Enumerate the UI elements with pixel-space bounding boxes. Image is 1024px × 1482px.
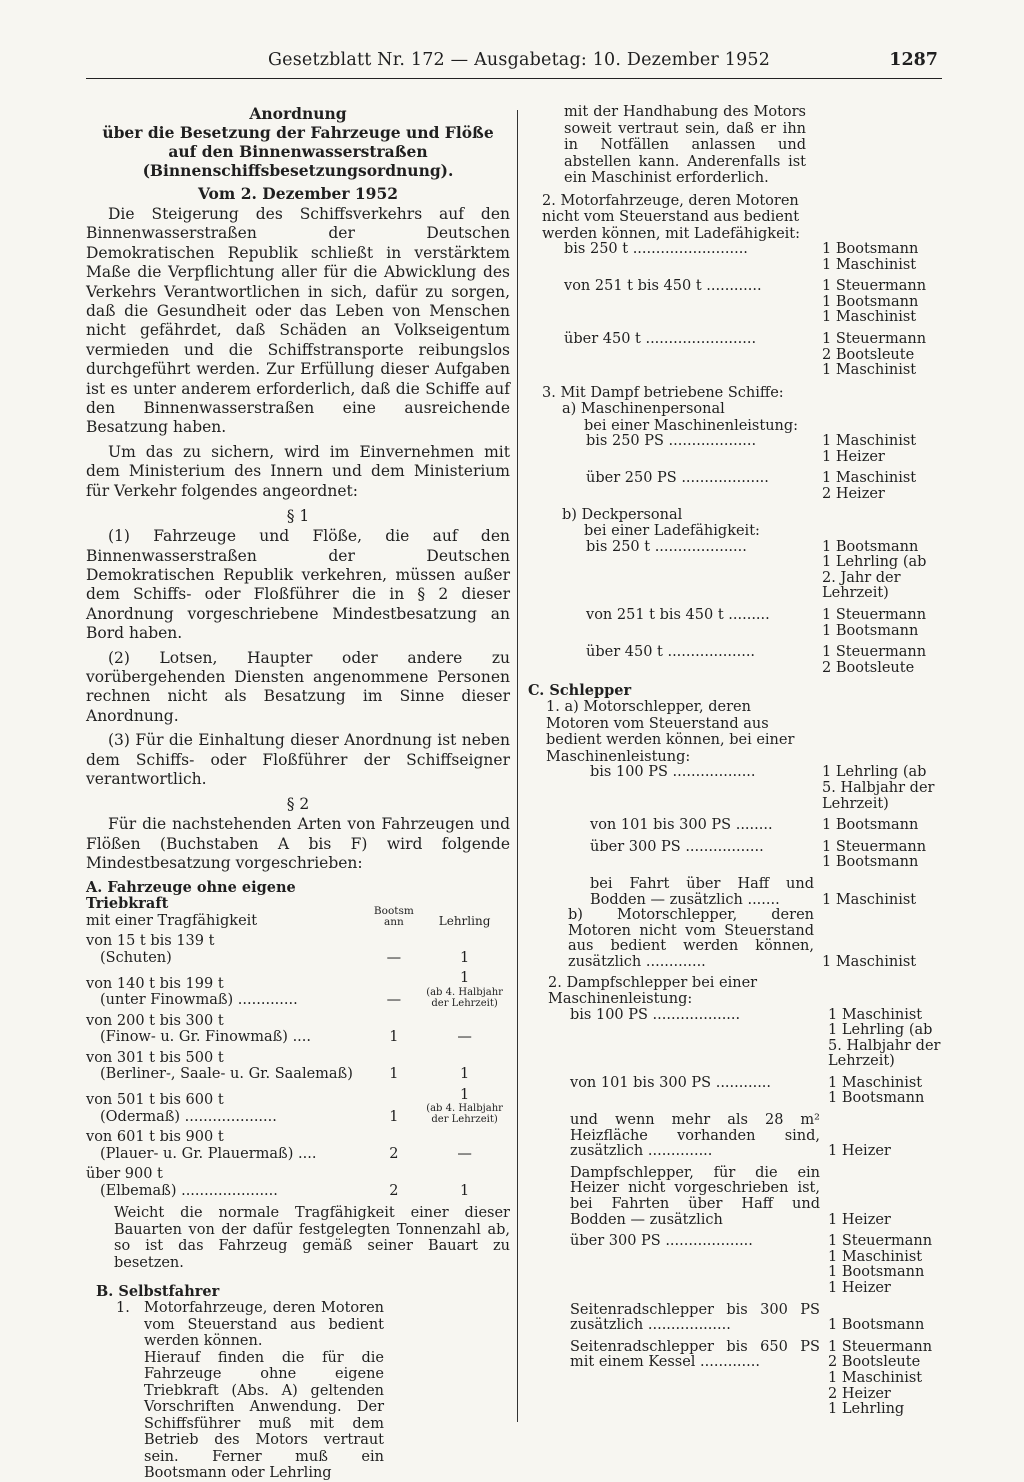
crew-entry: 1 Lehrling (ab xyxy=(822,764,927,781)
title-line: Anordnung xyxy=(249,104,347,123)
section-c-heading: C. Schlepper xyxy=(528,682,632,700)
crew-entry: 1 Maschinist xyxy=(822,953,917,970)
row-type: (Finow- u. Gr. Finowmaß) .... xyxy=(100,1029,312,1046)
header-rule xyxy=(86,78,942,79)
column-divider xyxy=(517,110,518,1422)
row-range: von 301 t bis 500 t xyxy=(86,1049,224,1066)
crew-row-label: Dampfschlepper, für die ein Heizer nicht vorgeschrieben ist, bei Fahrten über Haff und Bodden — zusätzlich xyxy=(570,1164,820,1228)
crew-row xyxy=(528,242,948,273)
row-type: (Plauer- u. Gr. Plauermaß) .... xyxy=(100,1145,317,1162)
section-heading: § 1 xyxy=(286,507,310,526)
column-header-lehrling: Lehrling xyxy=(438,913,491,928)
crew-entry: 1 Maschinist xyxy=(822,256,917,273)
title-line: auf den Binnenwasserstraßen xyxy=(168,142,428,161)
crew-row-label: bis 100 PS ................... xyxy=(570,1006,741,1023)
b3b-sub: bei einer Ladefähigkeit: xyxy=(584,523,760,540)
crew-entry: 2 Heizer xyxy=(828,1385,891,1402)
cell-lehrling: 1 xyxy=(459,970,470,987)
crew-entry: 1 Maschinist xyxy=(828,1074,923,1091)
crew-row xyxy=(528,471,948,502)
crew-row xyxy=(528,1340,948,1418)
preamble-paragraph: Die Steigerung des Schiffsverkehrs auf den Binnenwasserstraßen der Deutschen Demokratischen Republik schließt in verstärktem Maße die Verpflichtung aller für die Abwicklung des Verkehrs Verantwortlichen in sich, dafür zu sorgen, daß die Gesundheit oder das Leben von Menschen nicht gefährdet, daß Schäden an Volkseigentum vermieden und die Schiffstransporte reibungslos durchgeführt werden. Zur Erfüllung dieser Aufgaben ist es unter anderem erforderlich, daß die Schiffe auf den Binnenwasserstraßen eine ausreichende Besatzung haben. xyxy=(86,205,510,437)
crew-row-label: von 251 t bis 450 t ............ xyxy=(564,278,762,295)
crew-list xyxy=(814,877,948,908)
row-type: (Elbemaß) ..................... xyxy=(100,1182,278,1199)
crew-row xyxy=(528,818,948,834)
crew-row-label: von 101 bis 300 PS ........ xyxy=(590,817,773,834)
crew-list xyxy=(814,434,948,465)
table-row xyxy=(86,1125,510,1162)
crew-entry: 1 Maschinist xyxy=(828,1369,923,1386)
crew-entry: 1 Bootsmann xyxy=(828,1317,925,1334)
crew-list xyxy=(814,471,948,502)
crew-list xyxy=(820,1076,948,1107)
crew-row-label: von 101 bis 300 PS ............ xyxy=(570,1074,772,1091)
cell-lehrling: 1 xyxy=(459,1182,470,1199)
crew-entry: 1 Lehrling (ab xyxy=(828,1022,933,1039)
crew-entry: 1 Bootsmann xyxy=(822,538,919,555)
title-line: (Binnenschiffsbesetzungsordnung). xyxy=(142,161,454,180)
crew-entry: 1 Bootsmann xyxy=(822,622,919,639)
document-date: Vom 2. Dezember 1952 xyxy=(197,184,399,203)
row-range: von 15 t bis 139 t xyxy=(86,933,215,950)
cell-bootsmann: 1 xyxy=(389,1066,399,1083)
section-paragraph: (3) Für die Einhaltung dieser Anordnung ist neben dem Schiffs- oder Floßführer der Schiffseigner verantwortlich. xyxy=(86,731,510,788)
crew-entry: 2 Bootsleute xyxy=(828,1354,921,1371)
section-heading: § 2 xyxy=(286,795,310,814)
lehrling-note: (ab 4. Halbjahr der Lehrzeit) xyxy=(426,1103,503,1126)
b2-intro: 2. Motorfahrzeuge, deren Motoren nicht vom Steuerstand aus bedient werden können, mit Ladefähigkeit: xyxy=(542,192,801,242)
item-text: Motorfahrzeuge, deren Motoren vom Steuerstand aus bedient werden können. xyxy=(144,1300,384,1350)
crew-row-label: und wenn mehr als 28 m² Heizfläche vorhanden sind, zusätzlich .............. xyxy=(570,1112,820,1160)
section-paragraph: (2) Lotsen, Haupter oder andere zu vorübergehenden Diensten angenommene Personen rechnen nicht als Besatzung im Sinne dieser Anordnung. xyxy=(86,648,510,725)
c1a-list xyxy=(528,765,948,908)
crew-row xyxy=(528,540,948,602)
row-type: (Berliner-, Saale- u. Gr. Saalemaß) xyxy=(100,1066,353,1083)
cell-bootsmann: 2 xyxy=(389,1182,399,1199)
column-header-bootsmann: Bootsmann xyxy=(373,904,414,928)
crew-row-label: über 300 PS ................. xyxy=(590,838,764,855)
crew-row-label: über 300 PS ................... xyxy=(570,1233,753,1250)
crew-row xyxy=(528,645,948,676)
b3a-list xyxy=(528,434,948,502)
crew-entry: 1 Bootsmann xyxy=(828,1090,925,1107)
crew-entry: 2 Bootsleute xyxy=(822,659,915,676)
crew-row-label: über 450 t ........................ xyxy=(564,330,757,347)
b3-intro: 3. Mit Dampf betriebene Schiffe: xyxy=(542,384,784,401)
crew-row-label: Seitenradschlepper bis 650 PS mit einem Kessel ............. xyxy=(570,1338,820,1371)
crew-list xyxy=(814,765,948,812)
crew-row xyxy=(528,877,948,908)
b3a-sub: bei einer Maschinenleistung: xyxy=(584,417,799,434)
crew-row xyxy=(528,332,948,379)
section-a-subheading: mit einer Tragfähigkeit xyxy=(86,912,258,929)
crew-entry: 1 Steuermann xyxy=(828,1338,933,1355)
crew-list xyxy=(814,840,948,871)
continuation-text: mit der Handhabung des Motors soweit vertraut sein, daß er ihn in Notfällen anlassen und abstellen kann. Anderenfalls ist ein Maschinist erforderlich. xyxy=(564,104,806,186)
crew-row-label: bis 250 PS ................... xyxy=(586,433,757,450)
crew-entry: 1 Maschinist xyxy=(822,433,917,450)
table-row xyxy=(86,966,510,1009)
crew-row xyxy=(528,608,948,639)
item-number: 1. xyxy=(116,1300,130,1317)
cell-bootsmann: — xyxy=(386,949,402,966)
left-column xyxy=(86,104,510,1482)
table-row xyxy=(86,929,510,966)
crew-entry: 1 Steuermann xyxy=(822,838,927,855)
list-item xyxy=(86,1300,510,1482)
section-a-heading: A. Fahrzeuge ohne eigene Triebkraft xyxy=(86,878,296,913)
crew-row xyxy=(528,1303,948,1334)
crew-list xyxy=(814,645,948,676)
crew-row xyxy=(528,1166,948,1228)
crew-row xyxy=(528,840,948,871)
row-type: (Schuten) xyxy=(100,949,172,966)
section-paragraph: Für die nachstehenden Arten von Fahrzeugen und Flößen (Buchstaben A bis F) wird folgende Mindestbesatzung vorgeschrieben: xyxy=(86,815,510,873)
lehrling-note: (ab 4. Halbjahr der Lehrzeit) xyxy=(426,986,503,1009)
crew-row-label: bis 100 PS .................. xyxy=(590,764,756,781)
crew-entry: 1 Heizer xyxy=(828,1211,891,1228)
crew-entry: 1 Maschinist xyxy=(822,309,917,326)
crew-entry: 1 Bootsmann xyxy=(822,241,919,257)
preamble-paragraph: Um das zu sichern, wird im Einvernehmen mit dem Ministerium des Innern und dem Ministerium für Verkehr folgendes angeordnet: xyxy=(86,442,510,500)
crew-row xyxy=(528,1076,948,1107)
crew-row xyxy=(528,1234,948,1296)
crew-entry: 1 Maschinist xyxy=(828,1006,923,1023)
crew-row xyxy=(528,1113,948,1160)
c1b-list xyxy=(528,908,948,970)
row-range: über 900 t xyxy=(86,1166,163,1183)
cell-lehrling: 1 xyxy=(459,1086,470,1103)
crew-entry: 1 Steuermann xyxy=(822,607,927,623)
c1a-intro: 1. a) Motorschlepper, deren Motoren vom Steuerstand aus bedient werden können, bei einer Maschinenleistung: xyxy=(546,699,795,765)
table-row xyxy=(86,1046,510,1083)
crew-list xyxy=(814,540,948,602)
crew-list xyxy=(820,1166,948,1228)
header-title: Gesetzblatt Nr. 172 — Ausgabetag: 10. Dezember 1952 xyxy=(268,50,771,70)
row-type: (Odermaß) .................... xyxy=(100,1108,277,1125)
table-row xyxy=(86,1162,510,1199)
crew-entry: 1 Lehrling xyxy=(828,1401,905,1418)
cell-bootsmann: 2 xyxy=(389,1145,399,1162)
crew-row-label: über 250 PS ................... xyxy=(586,470,769,487)
cell-lehrling: 1 xyxy=(459,949,470,966)
cell-lehrling: 1 xyxy=(459,1066,470,1083)
crew-entry: 1 Maschinist xyxy=(822,470,917,487)
table-a xyxy=(86,880,510,1200)
cell-lehrling: — xyxy=(457,1029,472,1046)
page-number: 1287 xyxy=(889,50,938,70)
crew-row xyxy=(528,434,948,465)
right-column xyxy=(528,104,948,1418)
crew-entry: 2 Bootsleute xyxy=(822,346,915,363)
document-title xyxy=(86,104,510,180)
crew-list xyxy=(820,1113,948,1160)
crew-row xyxy=(528,1008,948,1070)
row-range: von 601 t bis 900 t xyxy=(86,1129,224,1146)
crew-entry: 1 Bootsmann xyxy=(828,1264,925,1281)
section-b-heading: B. Selbstfahrer xyxy=(96,1283,220,1301)
crew-list xyxy=(814,608,948,639)
table-row xyxy=(86,1009,510,1046)
crew-entry: 1 Steuermann xyxy=(828,1233,933,1250)
row-range: von 140 t bis 199 t xyxy=(86,975,224,992)
crew-entry: 1 Steuermann xyxy=(822,330,927,347)
crew-entry: 1 Heizer xyxy=(822,448,885,465)
cell-bootsmann: — xyxy=(386,992,402,1009)
title-line: über die Besetzung der Fahrzeuge und Flöße xyxy=(102,123,494,142)
crew-list xyxy=(820,1303,948,1334)
row-type: (unter Finowmaß) ............. xyxy=(100,992,298,1009)
b2-list xyxy=(528,242,948,379)
b3a-intro: a) Maschinenpersonal xyxy=(562,401,725,418)
crew-row-label: von 251 t bis 450 t ......... xyxy=(586,607,770,623)
cell-bootsmann: 1 xyxy=(389,1029,399,1046)
crew-list xyxy=(814,279,948,326)
crew-entry: 1 Steuermann xyxy=(822,278,927,295)
b3b-list xyxy=(528,540,948,677)
crew-entry: 1 Heizer xyxy=(828,1143,891,1160)
crew-row xyxy=(528,908,948,970)
crew-list xyxy=(820,1340,948,1418)
b3b-intro: b) Deckpersonal xyxy=(562,506,683,523)
item-text: Hierauf finden die für die Fahrzeuge ohne eigene Triebkraft (Abs. A) geltenden Vorschriften Anwendung. Der Schiffsführer muß mit dem Betrieb des Motors vertraut sein. Ferner muß ein Bootsmann oder Lehrling xyxy=(144,1349,384,1482)
crew-entry: 1 Maschinist xyxy=(822,891,917,908)
crew-entry: Lehrzeit) xyxy=(822,585,889,602)
crew-row-label: über 450 t ................... xyxy=(586,644,756,661)
crew-entry: 1 Lehrling (ab xyxy=(822,554,927,571)
crew-row-label: bis 250 t .................... xyxy=(586,538,747,555)
table-row xyxy=(86,1083,510,1126)
crew-entry: 1 Heizer xyxy=(828,1280,891,1296)
crew-entry: 2. Jahr der xyxy=(822,569,901,586)
crew-entry: 5. Halbjahr der xyxy=(822,779,935,796)
section-paragraph: (1) Fahrzeuge und Flöße, die auf den Binnenwasserstraßen der Deutschen Demokratischen Republik verkehren, müssen außer dem Schiffs- oder Floßführer die in § 2 dieser Anordnung vorgeschriebene Mindestbesatzung an Bord haben. xyxy=(86,527,510,643)
cell-bootsmann: 1 xyxy=(389,1108,399,1125)
crew-list xyxy=(814,242,948,273)
crew-list xyxy=(814,818,948,834)
crew-entry: 1 Maschinist xyxy=(828,1248,923,1265)
crew-row-label: Seitenradschlepper bis 300 PS zusätzlich .................. xyxy=(570,1301,820,1334)
crew-row-label: bis 250 t ......................... xyxy=(564,241,748,257)
row-range: von 200 t bis 300 t xyxy=(86,1012,224,1029)
crew-list xyxy=(820,1008,948,1070)
cell-lehrling: — xyxy=(457,1145,472,1162)
crew-row xyxy=(528,765,948,812)
crew-list xyxy=(814,908,948,970)
crew-entry: 1 Maschinist xyxy=(822,362,917,379)
crew-row xyxy=(528,279,948,326)
crew-row-label: bei Fahrt über Haff und Bodden — zusätzlich ....... xyxy=(590,875,814,908)
crew-entry: Lehrzeit) xyxy=(828,1053,895,1070)
section-a-note: Weicht die normale Tragfähigkeit einer dieser Bauarten von der dafür festgelegten Tonnenzahl ab, so ist das Fahrzeug gemäß seiner Bauart zu besetzen. xyxy=(114,1205,510,1271)
crew-entry: 1 Bootsmann xyxy=(822,293,919,310)
crew-list xyxy=(814,332,948,379)
crew-entry: 1 Bootsmann xyxy=(822,817,919,834)
c2-intro: 2. Dampfschlepper bei einer Maschinenleistung: xyxy=(548,974,758,1007)
crew-entry: 1 Steuermann xyxy=(822,644,927,661)
crew-entry: 1 Bootsmann xyxy=(822,854,919,871)
crew-row-label: b) Motorschlepper, deren Motoren nicht vom Steuerstand aus bedient werden können, zusätzlich ............. xyxy=(568,907,814,970)
crew-entry: 2 Heizer xyxy=(822,486,885,503)
c2-list xyxy=(528,1008,948,1418)
crew-list xyxy=(820,1234,948,1296)
row-range: von 501 t bis 600 t xyxy=(86,1092,224,1109)
crew-entry: Lehrzeit) xyxy=(822,795,889,812)
crew-entry: 5. Halbjahr der xyxy=(828,1037,941,1054)
